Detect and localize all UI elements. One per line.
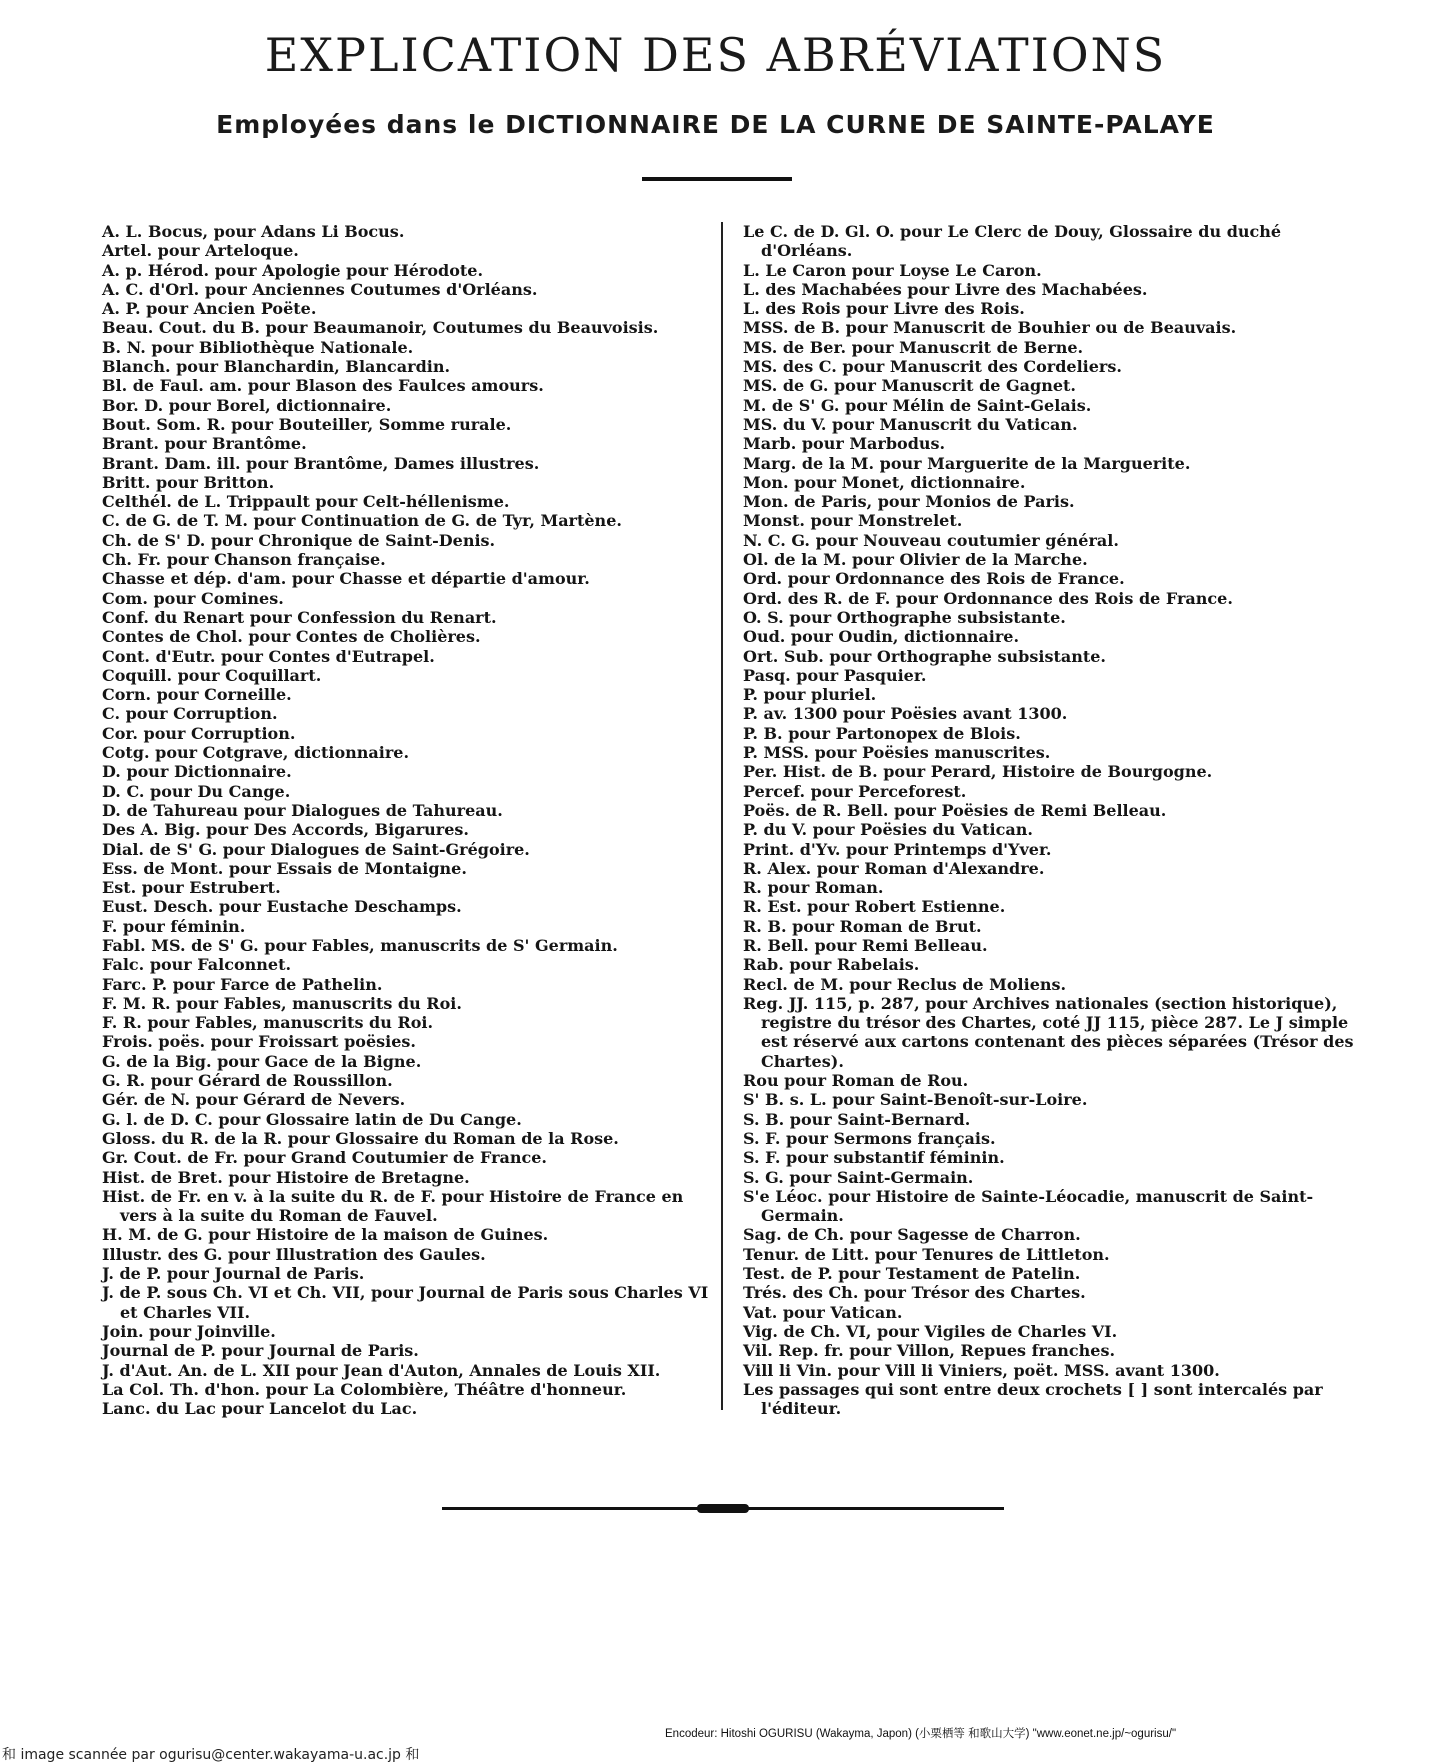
abbreviation-entry: C. de G. de T. M. pour Continuation de G. de Tyr, Martène.	[102, 511, 622, 531]
abbreviation-entry: Coquill. pour Coquillart.	[102, 665, 322, 685]
abbreviation-entry: B. N. pour Bibliothèque Nationale.	[102, 337, 414, 357]
page-title: EXPLICATION DES ABRÉVIATIONS	[264, 28, 1167, 82]
abbreviation-entry: Conf. du Renart pour Confession du Renart.	[102, 607, 497, 627]
abbreviation-entry: Reg. JJ. 115, p. 287, pour Archives nationales (section historique), registre du trésor des Chartes, coté JJ 115, pièce 287. Le J simple est réservé aux cartons contenant des pièces séparées (Trésor des Chartes).	[743, 993, 1354, 1071]
abbreviation-entry: L. des Machabées pour Livre des Machabées.	[743, 279, 1148, 299]
abbreviation-entry: R. pour Roman.	[743, 878, 884, 898]
abbreviation-entry: Gr. Cout. de Fr. pour Grand Coutumier de France.	[102, 1148, 547, 1168]
abbreviation-entry: Ort. Sub. pour Orthographe subsistante.	[743, 646, 1106, 666]
abbreviation-entry: G. l. de D. C. pour Glossaire latin de Du Cange.	[102, 1109, 522, 1129]
abbreviation-entry: Les passages qui sont entre deux crochets [ ] sont intercalés par l'éditeur.	[743, 1379, 1323, 1419]
abbreviation-entry: Hist. de Fr. en v. à la suite du R. de F. pour Histoire de France en vers à la suite du Roman de Fauvel.	[102, 1186, 684, 1226]
abbreviation-entry: Ch. Fr. pour Chanson française.	[102, 550, 386, 570]
abbreviation-entry: P. B. pour Partonopex de Blois.	[743, 723, 1021, 743]
abbreviation-entry: Com. pour Comines.	[102, 588, 284, 608]
abbreviation-entry: Lanc. du Lac pour Lancelot du Lac.	[102, 1399, 418, 1419]
abbreviation-entry: MS. de G. pour Manuscrit de Gagnet.	[743, 376, 1076, 396]
ornamental-end-rule	[442, 1506, 1004, 1511]
abbreviation-entry: Trés. des Ch. pour Trésor des Chartes.	[743, 1283, 1086, 1303]
abbreviation-entry: Marb. pour Marbodus.	[743, 434, 946, 454]
abbreviation-entry: R. B. pour Roman de Brut.	[743, 916, 982, 936]
abbreviation-entry: Farc. P. pour Farce de Pathelin.	[102, 974, 383, 994]
abbreviation-entry: Ess. de Mont. pour Essais de Montaigne.	[102, 858, 467, 878]
abbreviation-entry: Hist. de Bret. pour Histoire de Bretagne.	[102, 1167, 470, 1187]
abbreviation-entry: Vig. de Ch. VI, pour Vigiles de Charles VI.	[743, 1321, 1118, 1341]
abbreviation-entry: Vil. Rep. fr. pour Villon, Repues franches.	[743, 1341, 1116, 1361]
abbreviation-entry: Le C. de D. Gl. O. pour Le Clerc de Douy, Glossaire du duché d'Orléans.	[743, 222, 1282, 261]
abbreviation-entry: MS. du V. pour Manuscrit du Vatican.	[743, 414, 1078, 434]
title-rule	[642, 177, 792, 181]
abbreviation-entry: A. P. pour Ancien Poëte.	[102, 299, 317, 319]
abbreviation-entry: Join. pour Joinville.	[102, 1321, 276, 1341]
abbreviation-entry: P. pour pluriel.	[743, 685, 877, 705]
abbreviation-entry: Bl. de Faul. am. pour Blason des Faulces amours.	[102, 376, 544, 396]
abbreviation-entry: Brant. Dam. ill. pour Brantôme, Dames illustres.	[102, 453, 540, 473]
abbreviation-entry: A. C. d'Orl. pour Anciennes Coutumes d'Orléans.	[102, 279, 538, 299]
abbreviation-entry: Monst. pour Monstrelet.	[743, 511, 963, 531]
abbreviation-entry: Poës. de R. Bell. pour Poësies de Remi Belleau.	[743, 800, 1167, 820]
abbreviation-entry: Falc. pour Falconnet.	[102, 955, 292, 975]
abbreviation-entry: P. du V. pour Poësies du Vatican.	[743, 820, 1033, 840]
abbreviation-entry: Ch. de S' D. pour Chronique de Saint-Denis.	[102, 530, 496, 550]
abbreviation-entry: Blanch. pour Blanchardin, Blancardin.	[102, 357, 451, 377]
right-abbreviation-column	[743, 222, 1361, 1418]
abbreviation-entry: Test. de P. pour Testament de Patelin.	[743, 1264, 1081, 1284]
abbreviation-entry: Rou pour Roman de Rou.	[743, 1071, 969, 1091]
abbreviation-entry: Bout. Som. R. pour Bouteiller, Somme rurale.	[102, 414, 512, 434]
abbreviation-entry: Print. d'Yv. pour Printemps d'Yver.	[743, 839, 1052, 859]
abbreviation-entry: Per. Hist. de B. pour Perard, Histoire de Bourgogne.	[743, 762, 1213, 782]
abbreviation-entry: Tenur. de Litt. pour Tenures de Littleton.	[743, 1244, 1110, 1264]
abbreviation-entry: G. R. pour Gérard de Roussillon.	[102, 1071, 393, 1091]
abbreviation-entry: D. de Tahureau pour Dialogues de Tahureau.	[102, 800, 503, 820]
abbreviation-entry: H. M. de G. pour Histoire de la maison de Guines.	[102, 1225, 549, 1245]
abbreviation-entry: Artel. pour Arteloque.	[102, 241, 299, 261]
column-divider	[721, 222, 723, 1410]
abbreviation-entry: Recl. de M. pour Reclus de Moliens.	[743, 974, 1067, 994]
abbreviation-entry: Rab. pour Rabelais.	[743, 955, 920, 975]
left-abbreviation-column	[102, 222, 720, 1418]
abbreviation-entry: R. Est. pour Robert Estienne.	[743, 897, 1006, 917]
end-rule-ornament	[697, 1504, 749, 1513]
abbreviation-entry: P. av. 1300 pour Poësies avant 1300.	[743, 704, 1068, 724]
abbreviation-entry: MS. de Ber. pour Manuscrit de Berne.	[743, 337, 1084, 357]
abbreviation-entry: Cor. pour Corruption.	[102, 723, 296, 743]
abbreviation-entry: S' B. s. L. pour Saint-Benoît-sur-Loire.	[743, 1090, 1088, 1110]
page-subtitle: Employées dans le DICTIONNAIRE DE LA CURNE DE SAINTE-PALAYE	[216, 110, 1215, 139]
abbreviation-entry: MSS. de B. pour Manuscrit de Bouhier ou de Beauvais.	[743, 318, 1237, 338]
abbreviation-entry: Ord. pour Ordonnance des Rois de France.	[743, 569, 1125, 589]
abbreviation-entry: Eust. Desch. pour Eustache Deschamps.	[102, 897, 462, 917]
abbreviation-entry: Fabl. MS. de S' G. pour Fables, manuscrits de S' Germain.	[102, 935, 618, 955]
abbreviation-entry: M. de S' G. pour Mélin de Saint-Gelais.	[743, 395, 1092, 415]
abbreviation-entry: Chasse et dép. d'am. pour Chasse et départie d'amour.	[102, 569, 590, 589]
abbreviation-entry: Cotg. pour Cotgrave, dictionnaire.	[102, 743, 410, 763]
abbreviation-entry: Ol. de la M. pour Olivier de la Marche.	[743, 550, 1088, 570]
abbreviation-entry: D. pour Dictionnaire.	[102, 762, 292, 782]
abbreviation-entry: Britt. pour Britton.	[102, 472, 275, 492]
abbreviation-entry: C. pour Corruption.	[102, 704, 278, 724]
abbreviation-entry: O. S. pour Orthographe subsistante.	[743, 607, 1066, 627]
abbreviation-entry: La Col. Th. d'hon. pour La Colombière, Théâtre d'honneur.	[102, 1379, 627, 1399]
abbreviation-entry: Gér. de N. pour Gérard de Nevers.	[102, 1090, 406, 1110]
abbreviation-entry: Gloss. du R. de la R. pour Glossaire du Roman de la Rose.	[102, 1128, 619, 1148]
abbreviation-entry: J. de P. pour Journal de Paris.	[102, 1264, 365, 1284]
abbreviation-entry: R. Bell. pour Remi Belleau.	[743, 935, 988, 955]
abbreviation-entry: Marg. de la M. pour Marguerite de la Marguerite.	[743, 453, 1191, 473]
abbreviation-entry: Bor. D. pour Borel, dictionnaire.	[102, 395, 392, 415]
abbreviation-entry: P. MSS. pour Poësies manuscrites.	[743, 743, 1051, 763]
scan-credit: 和 image scannée par ogurisu@center.wakayama-u.ac.jp 和	[2, 1747, 420, 1763]
abbreviation-entry: Mon. de Paris, pour Monios de Paris.	[743, 492, 1075, 512]
abbreviation-entry: Celthél. de L. Trippault pour Celt-héllenisme.	[102, 492, 510, 512]
abbreviation-entry: D. C. pour Du Cange.	[102, 781, 291, 801]
abbreviation-entry: Est. pour Estrubert.	[102, 878, 281, 898]
abbreviation-entry: F. R. pour Fables, manuscrits du Roi.	[102, 1013, 434, 1033]
abbreviation-entry: S'e Léoc. pour Histoire de Sainte-Léocadie, manuscrit de Saint-Germain.	[743, 1186, 1314, 1226]
abbreviation-entry: S. F. pour Sermons français.	[743, 1128, 996, 1148]
abbreviation-entry: F. M. R. pour Fables, manuscrits du Roi.	[102, 993, 462, 1013]
abbreviation-entry: Contes de Chol. pour Contes de Cholières.	[102, 627, 481, 647]
abbreviation-entry: L. Le Caron pour Loyse Le Caron.	[743, 260, 1042, 280]
abbreviation-entry: Percef. pour Perceforest.	[743, 781, 967, 801]
abbreviation-entry: Vat. pour Vatican.	[743, 1302, 903, 1322]
abbreviation-entry: Corn. pour Corneille.	[102, 685, 292, 705]
abbreviation-entry: Vill li Vin. pour Vill li Viniers, poët. MSS. avant 1300.	[743, 1360, 1220, 1380]
abbreviation-entry: Cont. d'Eutr. pour Contes d'Eutrapel.	[102, 646, 435, 666]
abbreviation-entry: Sag. de Ch. pour Sagesse de Charron.	[743, 1225, 1081, 1245]
abbreviation-entry: F. pour féminin.	[102, 916, 246, 936]
abbreviation-entry: MS. des C. pour Manuscrit des Cordeliers.	[743, 357, 1122, 377]
abbreviation-entry: S. G. pour Saint-Germain.	[743, 1167, 974, 1187]
abbreviation-entry: Pasq. pour Pasquier.	[743, 665, 927, 685]
abbreviation-entry: N. C. G. pour Nouveau coutumier général.	[743, 530, 1119, 550]
abbreviation-entry: Beau. Cout. du B. pour Beaumanoir, Coutumes du Beauvoisis.	[102, 318, 659, 338]
abbreviation-entry: Ord. des R. de F. pour Ordonnance des Rois de France.	[743, 588, 1233, 608]
abbreviation-entry: S. B. pour Saint-Bernard.	[743, 1109, 971, 1129]
abbreviation-entry: Des A. Big. pour Des Accords, Bigarures.	[102, 820, 469, 840]
abbreviation-entry: A. p. Hérod. pour Apologie pour Hérodote.	[102, 260, 484, 280]
encoder-credit: Encodeur: Hitoshi OGURISU (Wakayma, Japon) (小栗栖等 和歌山大学) "www.eonet.ne.jp/~ogurisu/"	[665, 1728, 1177, 1740]
abbreviation-entry: A. L. Bocus, pour Adans Li Bocus.	[102, 222, 405, 241]
abbreviation-entry: Mon. pour Monet, dictionnaire.	[743, 472, 1026, 492]
abbreviation-entry: Brant. pour Brantôme.	[102, 434, 307, 454]
abbreviation-entry: L. des Rois pour Livre des Rois.	[743, 299, 1025, 319]
abbreviation-entry: Oud. pour Oudin, dictionnaire.	[743, 627, 1020, 647]
abbreviation-entry: R. Alex. pour Roman d'Alexandre.	[743, 858, 1045, 878]
abbreviation-entry: Frois. poës. pour Froissart poësies.	[102, 1032, 416, 1052]
abbreviation-entry: J. d'Aut. An. de L. XII pour Jean d'Auton, Annales de Louis XII.	[102, 1360, 661, 1380]
abbreviation-entry: Journal de P. pour Journal de Paris.	[102, 1341, 419, 1361]
abbreviation-entry: Illustr. des G. pour Illustration des Gaules.	[102, 1244, 486, 1264]
abbreviation-entry: S. F. pour substantif féminin.	[743, 1148, 1005, 1168]
abbreviation-entry: Dial. de S' G. pour Dialogues de Saint-Grégoire.	[102, 839, 530, 859]
abbreviation-entry: J. de P. sous Ch. VI et Ch. VII, pour Journal de Paris sous Charles VI et Charles VII.	[102, 1283, 709, 1322]
abbreviation-entry: G. de la Big. pour Gace de la Bigne.	[102, 1051, 422, 1071]
